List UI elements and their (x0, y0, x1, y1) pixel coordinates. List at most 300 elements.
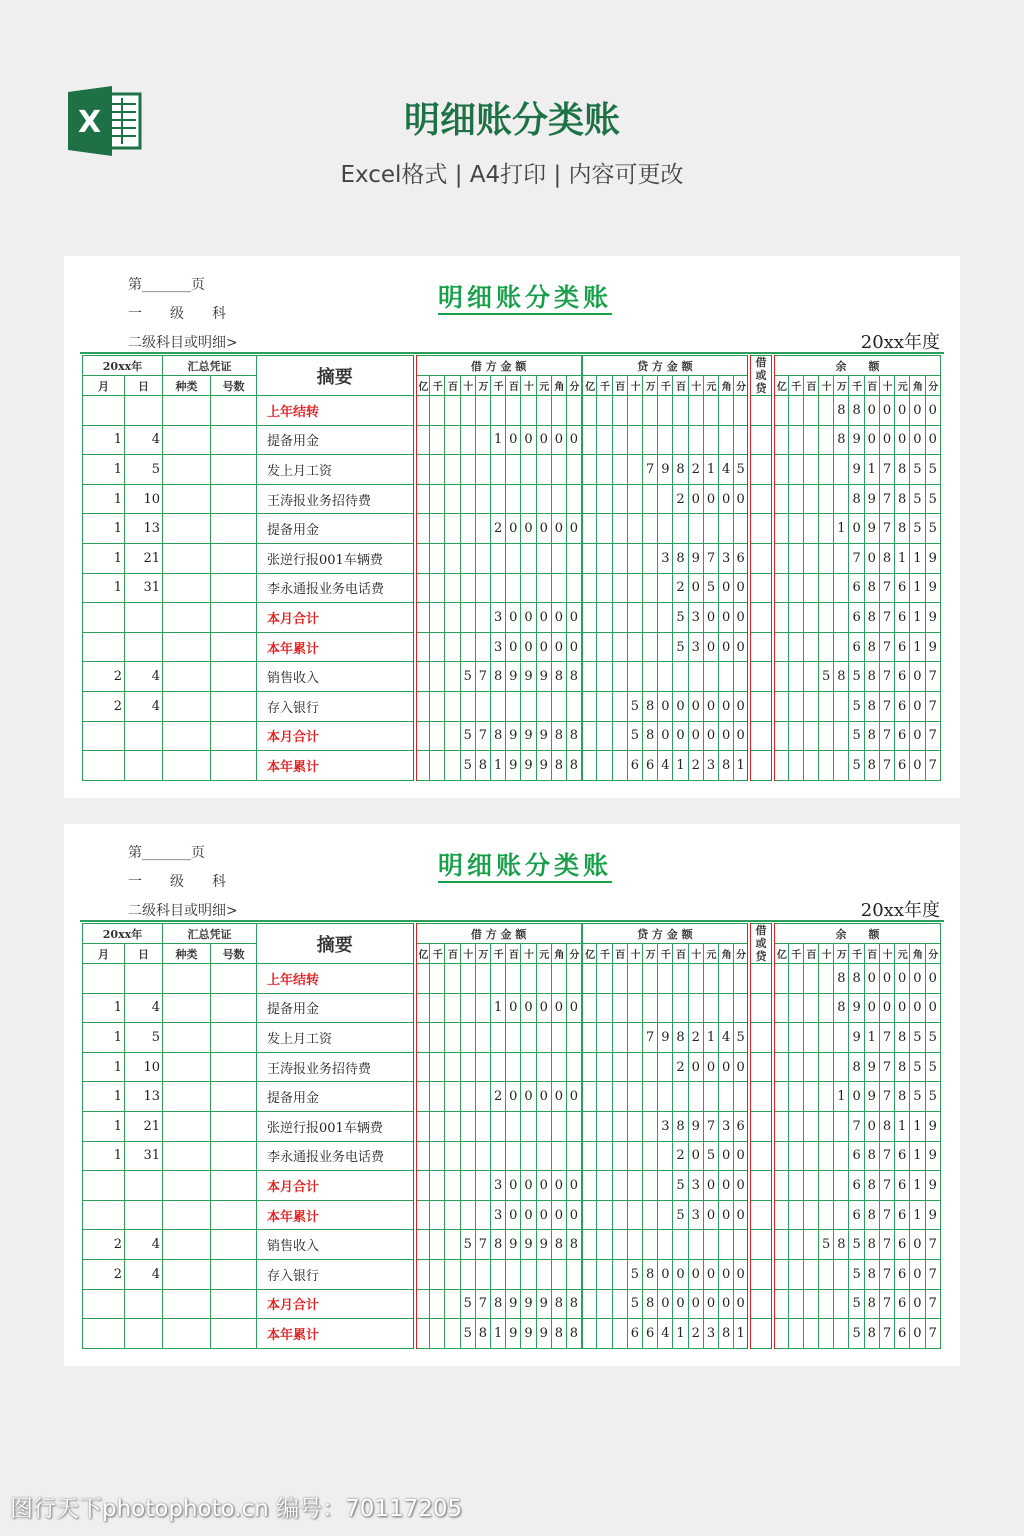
debit-digit (506, 691, 521, 721)
credit-digit (627, 1200, 642, 1230)
day-cell (125, 964, 163, 994)
balance-digit: 0 (925, 396, 941, 426)
debit-digit: 0 (567, 603, 582, 633)
debit-digit (475, 455, 490, 485)
debit-digit (430, 632, 445, 662)
balance-digit (819, 1319, 834, 1349)
debit-digit (415, 1259, 430, 1289)
credit-digit (582, 721, 597, 751)
credit-digit (582, 993, 597, 1023)
credit-digit (643, 603, 658, 633)
balance-digit (819, 1171, 834, 1201)
debit-digit (430, 1259, 445, 1289)
credit-digit (627, 1082, 642, 1112)
balance-digit (819, 573, 834, 603)
credit-digit: 3 (703, 751, 718, 781)
digit-header: 十 (819, 944, 834, 964)
credit-digit (612, 751, 627, 781)
credit-digit: 0 (734, 603, 749, 633)
balance-digit: 8 (834, 425, 849, 455)
balance-digit (803, 721, 818, 751)
balance-digit: 8 (864, 1171, 879, 1201)
direction-cell (749, 484, 773, 514)
credit-digit: 5 (627, 1289, 642, 1319)
balance-digit (834, 691, 849, 721)
debit-digit: 0 (567, 1082, 582, 1112)
debit-digit (506, 1111, 521, 1141)
debit-digit (460, 993, 475, 1023)
balance-digit (773, 691, 788, 721)
voucher-type-cell (163, 514, 211, 544)
debit-digit (460, 484, 475, 514)
digit-header: 分 (734, 944, 749, 964)
balance-digit: 6 (895, 1289, 910, 1319)
credit-digit (597, 1289, 612, 1319)
summary-cell: 销售收入 (257, 1230, 415, 1260)
balance-digit: 7 (879, 1052, 894, 1082)
sheet-title: 明细账分类账 (64, 278, 960, 314)
debit-digit (506, 455, 521, 485)
balance-digit: 6 (895, 1259, 910, 1289)
debit-digit (521, 1141, 536, 1171)
credit-digit (612, 1082, 627, 1112)
credit-digit (734, 662, 749, 692)
digit-header: 万 (834, 376, 849, 396)
balance-digit (834, 1319, 849, 1349)
debit-digit (415, 484, 430, 514)
table-row (83, 993, 941, 1023)
debit-digit (415, 1111, 430, 1141)
debit-digit (551, 1023, 566, 1053)
balance-digit: 7 (879, 484, 894, 514)
direction-cell (749, 964, 773, 994)
balance-digit (788, 691, 803, 721)
digit-header: 千 (491, 376, 506, 396)
credit-digit: 1 (703, 455, 718, 485)
table-row (83, 1230, 941, 1260)
balance-digit: 0 (910, 993, 925, 1023)
balance-digit: 6 (895, 632, 910, 662)
direction-cell (749, 751, 773, 781)
balance-digit: 6 (895, 721, 910, 751)
credit-digit (643, 632, 658, 662)
balance-digit (834, 721, 849, 751)
debit-digit: 5 (460, 662, 475, 692)
balance-digit: 1 (910, 603, 925, 633)
page-number-label: 第_______页 (128, 845, 205, 861)
level2-subject-label: 二级科目或明细> (128, 335, 238, 351)
credit-digit: 0 (734, 1200, 749, 1230)
balance-digit (803, 425, 818, 455)
direction-cell (749, 993, 773, 1023)
balance-digit: 7 (879, 751, 894, 781)
balance-digit (819, 1111, 834, 1141)
balance-digit (819, 1200, 834, 1230)
debit-digit: 0 (521, 1171, 536, 1201)
credit-digit (643, 573, 658, 603)
debit-digit (475, 964, 490, 994)
balance-digit: 7 (879, 1319, 894, 1349)
debit-digit: 8 (567, 1289, 582, 1319)
balance-digit (819, 396, 834, 426)
digit-header: 十 (688, 944, 703, 964)
credit-digit: 0 (703, 1052, 718, 1082)
col-month: 月 (83, 376, 125, 396)
debit-digit: 1 (491, 993, 506, 1023)
digit-header: 十 (879, 376, 894, 396)
voucher-number-cell (211, 425, 257, 455)
voucher-type-cell (163, 1259, 211, 1289)
credit-digit (627, 603, 642, 633)
debit-digit (506, 396, 521, 426)
debit-digit (567, 573, 582, 603)
credit-digit: 0 (658, 691, 673, 721)
balance-digit (819, 455, 834, 485)
debit-digit (551, 1259, 566, 1289)
voucher-number-cell (211, 1171, 257, 1201)
digit-header: 角 (551, 376, 566, 396)
day-cell (125, 751, 163, 781)
balance-digit (803, 484, 818, 514)
day-cell (125, 721, 163, 751)
digit-header: 十 (688, 376, 703, 396)
credit-digit (597, 1052, 612, 1082)
credit-digit (627, 1111, 642, 1141)
credit-digit (612, 543, 627, 573)
balance-digit (803, 543, 818, 573)
debit-digit (506, 1141, 521, 1171)
debit-digit (567, 484, 582, 514)
balance-digit: 8 (864, 1141, 879, 1171)
credit-digit: 0 (703, 721, 718, 751)
debit-digit (536, 396, 551, 426)
direction-cell (749, 1111, 773, 1141)
balance-digit (834, 1200, 849, 1230)
balance-digit (803, 1259, 818, 1289)
debit-digit (567, 1052, 582, 1082)
month-cell: 2 (83, 691, 125, 721)
voucher-type-cell (163, 425, 211, 455)
debit-digit (506, 1052, 521, 1082)
debit-digit (460, 1200, 475, 1230)
credit-digit (703, 1230, 718, 1260)
credit-digit: 4 (658, 1319, 673, 1349)
day-cell: 4 (125, 1230, 163, 1260)
balance-digit (773, 1200, 788, 1230)
voucher-type-cell (163, 1230, 211, 1260)
direction-cell (749, 1171, 773, 1201)
credit-digit: 0 (719, 603, 734, 633)
debit-digit (415, 1023, 430, 1053)
credit-digit: 0 (719, 632, 734, 662)
credit-digit (582, 455, 597, 485)
balance-digit: 1 (895, 543, 910, 573)
debit-digit (430, 573, 445, 603)
debit-digit: 9 (536, 662, 551, 692)
credit-digit: 3 (703, 1319, 718, 1349)
credit-digit (719, 662, 734, 692)
balance-digit (788, 751, 803, 781)
credit-digit (627, 1171, 642, 1201)
credit-digit (612, 691, 627, 721)
credit-digit: 0 (719, 484, 734, 514)
credit-digit (627, 1052, 642, 1082)
month-cell: 1 (83, 1052, 125, 1082)
debit-digit: 9 (506, 662, 521, 692)
balance-digit: 8 (834, 662, 849, 692)
month-cell: 1 (83, 993, 125, 1023)
debit-digit (430, 721, 445, 751)
credit-digit (688, 662, 703, 692)
debit-digit: 7 (475, 1289, 490, 1319)
balance-digit: 8 (864, 1289, 879, 1319)
balance-digit: 0 (864, 993, 879, 1023)
month-cell (83, 1289, 125, 1319)
credit-digit (612, 396, 627, 426)
month-cell (83, 1200, 125, 1230)
balance-digit: 1 (910, 573, 925, 603)
month-cell (83, 1171, 125, 1201)
balance-digit (788, 1289, 803, 1319)
balance-digit: 8 (864, 1200, 879, 1230)
credit-digit (673, 396, 688, 426)
credit-digit (643, 964, 658, 994)
balance-digit (788, 1230, 803, 1260)
credit-digit (597, 1082, 612, 1112)
balance-digit: 9 (925, 573, 941, 603)
balance-digit (773, 751, 788, 781)
balance-digit: 9 (849, 993, 864, 1023)
debit-digit: 0 (551, 632, 566, 662)
table-row (83, 691, 941, 721)
credit-digit (627, 514, 642, 544)
debit-digit (521, 484, 536, 514)
credit-digit: 6 (643, 1319, 658, 1349)
debit-digit: 9 (536, 1319, 551, 1349)
debit-digit (445, 1141, 460, 1171)
month-cell (83, 603, 125, 633)
credit-digit (612, 1319, 627, 1349)
credit-digit (612, 425, 627, 455)
voucher-number-cell (211, 514, 257, 544)
debit-digit (475, 691, 490, 721)
debit-digit: 8 (551, 1289, 566, 1319)
table-row (83, 721, 941, 751)
debit-digit: 0 (506, 425, 521, 455)
credit-digit: 0 (719, 1259, 734, 1289)
credit-digit (673, 662, 688, 692)
credit-digit (612, 1289, 627, 1319)
table-row (83, 543, 941, 573)
credit-digit (582, 603, 597, 633)
sheet-title: 明细账分类账 (64, 846, 960, 882)
debit-digit (475, 484, 490, 514)
balance-digit: 7 (879, 573, 894, 603)
debit-digit (445, 964, 460, 994)
credit-digit (597, 964, 612, 994)
balance-digit (834, 751, 849, 781)
credit-digit: 8 (719, 1319, 734, 1349)
debit-digit (445, 691, 460, 721)
direction-cell (749, 1259, 773, 1289)
debit-digit: 8 (551, 1319, 566, 1349)
debit-digit (460, 603, 475, 633)
credit-digit (597, 396, 612, 426)
credit-digit (597, 455, 612, 485)
balance-digit (803, 514, 818, 544)
credit-digit (719, 396, 734, 426)
day-cell: 21 (125, 543, 163, 573)
credit-digit (719, 425, 734, 455)
debit-digit (445, 751, 460, 781)
digit-header: 角 (719, 376, 734, 396)
debit-digit: 8 (567, 1230, 582, 1260)
month-cell (83, 721, 125, 751)
balance-digit: 5 (849, 721, 864, 751)
balance-digit: 7 (879, 1259, 894, 1289)
debit-digit (536, 1052, 551, 1082)
debit-digit (430, 751, 445, 781)
voucher-type-cell (163, 455, 211, 485)
credit-digit (597, 484, 612, 514)
debit-digit (445, 1052, 460, 1082)
debit-digit (415, 721, 430, 751)
debit-digit: 0 (536, 514, 551, 544)
debit-digit (415, 632, 430, 662)
credit-digit (597, 1023, 612, 1053)
balance-digit: 7 (879, 1289, 894, 1319)
balance-digit: 7 (925, 1289, 941, 1319)
table-row (83, 1171, 941, 1201)
debit-digit (551, 573, 566, 603)
debit-digit: 9 (521, 751, 536, 781)
ledger-sheet-2 (64, 824, 960, 1366)
credit-digit (703, 993, 718, 1023)
digit-header: 十 (460, 376, 475, 396)
balance-digit: 9 (864, 1082, 879, 1112)
debit-digit (491, 1111, 506, 1141)
summary-cell: 本年累计 (257, 751, 415, 781)
balance-digit (803, 964, 818, 994)
debit-digit: 8 (491, 1289, 506, 1319)
month-cell: 1 (83, 514, 125, 544)
summary-cell: 张逆行报001车辆费 (257, 1111, 415, 1141)
credit-digit (658, 396, 673, 426)
credit-digit (597, 662, 612, 692)
balance-digit (803, 1319, 818, 1349)
digit-header: 角 (910, 376, 925, 396)
debit-digit (521, 396, 536, 426)
debit-digit: 0 (521, 1082, 536, 1112)
debit-digit (445, 632, 460, 662)
credit-digit (658, 484, 673, 514)
debit-digit (430, 1141, 445, 1171)
digit-header: 十 (627, 944, 642, 964)
balance-digit: 8 (864, 1319, 879, 1349)
balance-digit (773, 455, 788, 485)
summary-cell: 提备用金 (257, 993, 415, 1023)
voucher-type-cell (163, 573, 211, 603)
credit-digit (627, 455, 642, 485)
debit-digit: 9 (536, 1230, 551, 1260)
balance-digit: 6 (895, 691, 910, 721)
debit-digit (430, 691, 445, 721)
credit-digit (627, 396, 642, 426)
digit-header: 千 (658, 376, 673, 396)
day-cell: 4 (125, 993, 163, 1023)
debit-digit: 0 (536, 425, 551, 455)
voucher-number-cell (211, 993, 257, 1023)
credit-digit (612, 603, 627, 633)
debit-digit: 9 (536, 721, 551, 751)
credit-digit: 0 (734, 721, 749, 751)
digit-header: 亿 (582, 944, 597, 964)
debit-digit: 8 (567, 1319, 582, 1349)
direction-cell (749, 721, 773, 751)
balance-digit (788, 993, 803, 1023)
debit-digit: 0 (521, 993, 536, 1023)
credit-digit: 0 (734, 1289, 749, 1319)
credit-digit (597, 1319, 612, 1349)
digit-header: 千 (597, 376, 612, 396)
debit-digit (475, 603, 490, 633)
debit-digit (491, 1023, 506, 1053)
credit-digit (658, 964, 673, 994)
balance-digit (788, 964, 803, 994)
credit-digit (627, 425, 642, 455)
debit-digit: 3 (491, 632, 506, 662)
digit-header: 亿 (415, 944, 430, 964)
debit-digit (567, 396, 582, 426)
credit-digit: 0 (688, 573, 703, 603)
credit-digit: 7 (643, 455, 658, 485)
day-cell: 13 (125, 514, 163, 544)
balance-digit: 0 (879, 396, 894, 426)
credit-digit: 3 (688, 632, 703, 662)
credit-digit (582, 1111, 597, 1141)
balance-digit: 7 (925, 1230, 941, 1260)
balance-digit: 0 (895, 993, 910, 1023)
balance-digit: 5 (925, 514, 941, 544)
direction-cell (749, 1200, 773, 1230)
credit-digit (597, 1259, 612, 1289)
debit-digit (445, 514, 460, 544)
digit-header: 千 (658, 944, 673, 964)
debit-digit: 5 (460, 1230, 475, 1260)
debit-digit (506, 1023, 521, 1053)
credit-digit (612, 1052, 627, 1082)
credit-digit (582, 543, 597, 573)
balance-digit (788, 1200, 803, 1230)
balance-digit: 5 (910, 1023, 925, 1053)
credit-digit (582, 751, 597, 781)
balance-digit (773, 993, 788, 1023)
balance-digit (773, 484, 788, 514)
credit-digit: 0 (703, 1200, 718, 1230)
voucher-number-cell (211, 1141, 257, 1171)
credit-digit: 0 (703, 603, 718, 633)
credit-digit (673, 993, 688, 1023)
ledger-sheet-1 (64, 256, 960, 798)
balance-digit: 7 (879, 662, 894, 692)
credit-digit (612, 1230, 627, 1260)
digit-header: 分 (567, 944, 582, 964)
credit-digit (673, 964, 688, 994)
direction-cell (749, 1141, 773, 1171)
balance-digit: 5 (925, 1052, 941, 1082)
balance-digit (803, 1230, 818, 1260)
balance-digit: 9 (925, 1171, 941, 1201)
